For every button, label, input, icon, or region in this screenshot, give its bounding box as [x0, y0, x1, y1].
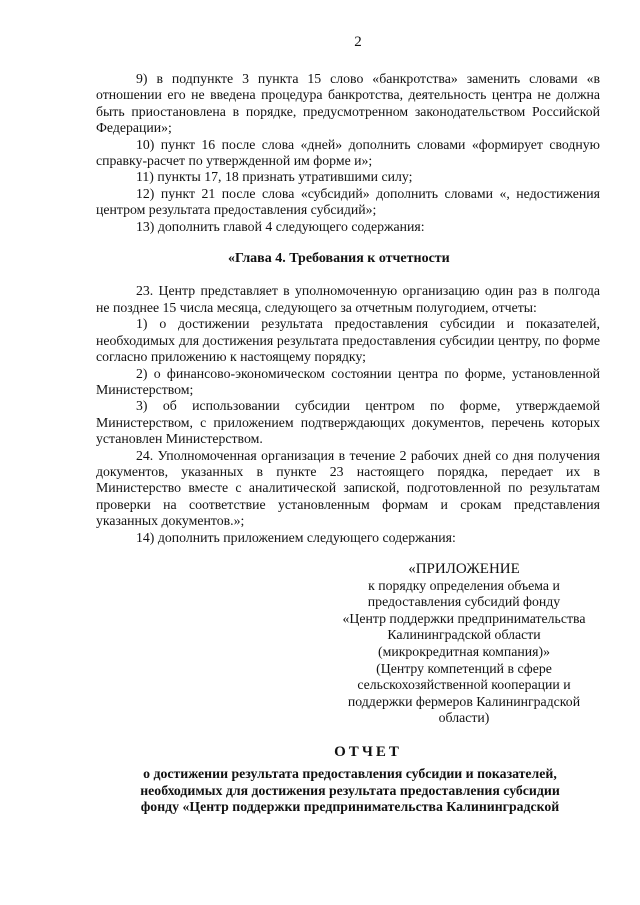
appendix-line: области): [438, 710, 490, 726]
appendix-title: «ПРИЛОЖЕНИЕ: [408, 560, 520, 577]
paragraph-item-14: 14) дополнить приложением следующего содержания:: [136, 529, 456, 545]
page-number: 2: [354, 34, 362, 50]
report-subtitle-line: фонду «Центр поддержки предпринимательства Калининградской: [140, 799, 560, 815]
paragraph-item-13: 13) дополнить главой 4 следующего содержания:: [136, 218, 425, 234]
paragraph-23-3: 3) об использовании субсидии центром по форме, утверждаемой Министерством, с приложением подтверждающих документов, перечень которых установлен Министерством.: [96, 398, 600, 447]
paragraph-item-12: 12) пункт 21 после слова «субсидий» дополнить словами «, недостижения центром результата предоставления субсидий»;: [96, 185, 600, 218]
chapter-body: [96, 283, 600, 546]
report-subtitle-line: о достижении результата предоставления субсидии и показателей,: [143, 765, 557, 781]
appendix-line: (микрокредитная компания)»: [378, 643, 550, 659]
paragraph-item-11: 11) пункты 17, 18 признать утратившими силу;: [136, 169, 413, 185]
report-title: ОТЧЕТ: [334, 743, 402, 760]
appendix-line: предоставления субсидий фонду: [367, 594, 561, 610]
chapter-heading: «Глава 4. Требования к отчетности: [228, 251, 450, 267]
appendix-line: «Центр поддержки предпринимательства: [342, 610, 586, 626]
appendix-line: поддержки фермеров Калининградской: [347, 693, 581, 709]
report-subtitle-line: необходимых для достижения результата предоставления субсидии: [140, 782, 560, 798]
report-subtitle: [82, 766, 618, 816]
paragraph-item-9: 9) в подпункте 3 пункта 15 слово «банкротства» заменить словами «в отношении его не введена процедура банкротства, деятельность центра не должна быть приостановлена в порядке, предусмотренном законодательством Российской Федерации»;: [96, 71, 600, 136]
appendix-line: сельскохозяйственной кооперации и: [357, 677, 571, 693]
appendix-block: [328, 561, 600, 727]
paragraph-23-2: 2) о финансово-экономическом состоянии центра по форме, установленной Министерством;: [96, 365, 600, 397]
appendix-line: Калининградской области: [387, 627, 541, 643]
appendix-line: (Центру компетенций в сфере: [376, 660, 552, 676]
paragraph-23: 23. Центр представляет в уполномоченную организацию один раз в полгода не позднее 15 числа месяца, следующего за отчетным полугодием, отчеты:: [96, 283, 600, 315]
appendix-line: к порядку определения объема и: [368, 577, 560, 593]
paragraph-item-10: 10) пункт 16 после слова «дней» дополнить словами «формирует сводную справку-расчет по утвержденной им форме и»;: [96, 136, 600, 169]
paragraph-23-1: 1) о достижении результата предоставления субсидии и показателей, необходимых для достижения результата предоставления субсидии центру, по форме согласно приложению к настоящему порядку;: [96, 316, 600, 365]
amendment-list: [96, 71, 600, 235]
paragraph-24: 24. Уполномоченная организация в течение 2 рабочих дней со дня получения документов, указанных в пункте 23 настоящего порядка, передает их в Министерство вместе с аналитической запиской, подготовленной по результатам проверки на соответствие установленным формам и срокам представления указанных документов.»;: [96, 447, 600, 529]
